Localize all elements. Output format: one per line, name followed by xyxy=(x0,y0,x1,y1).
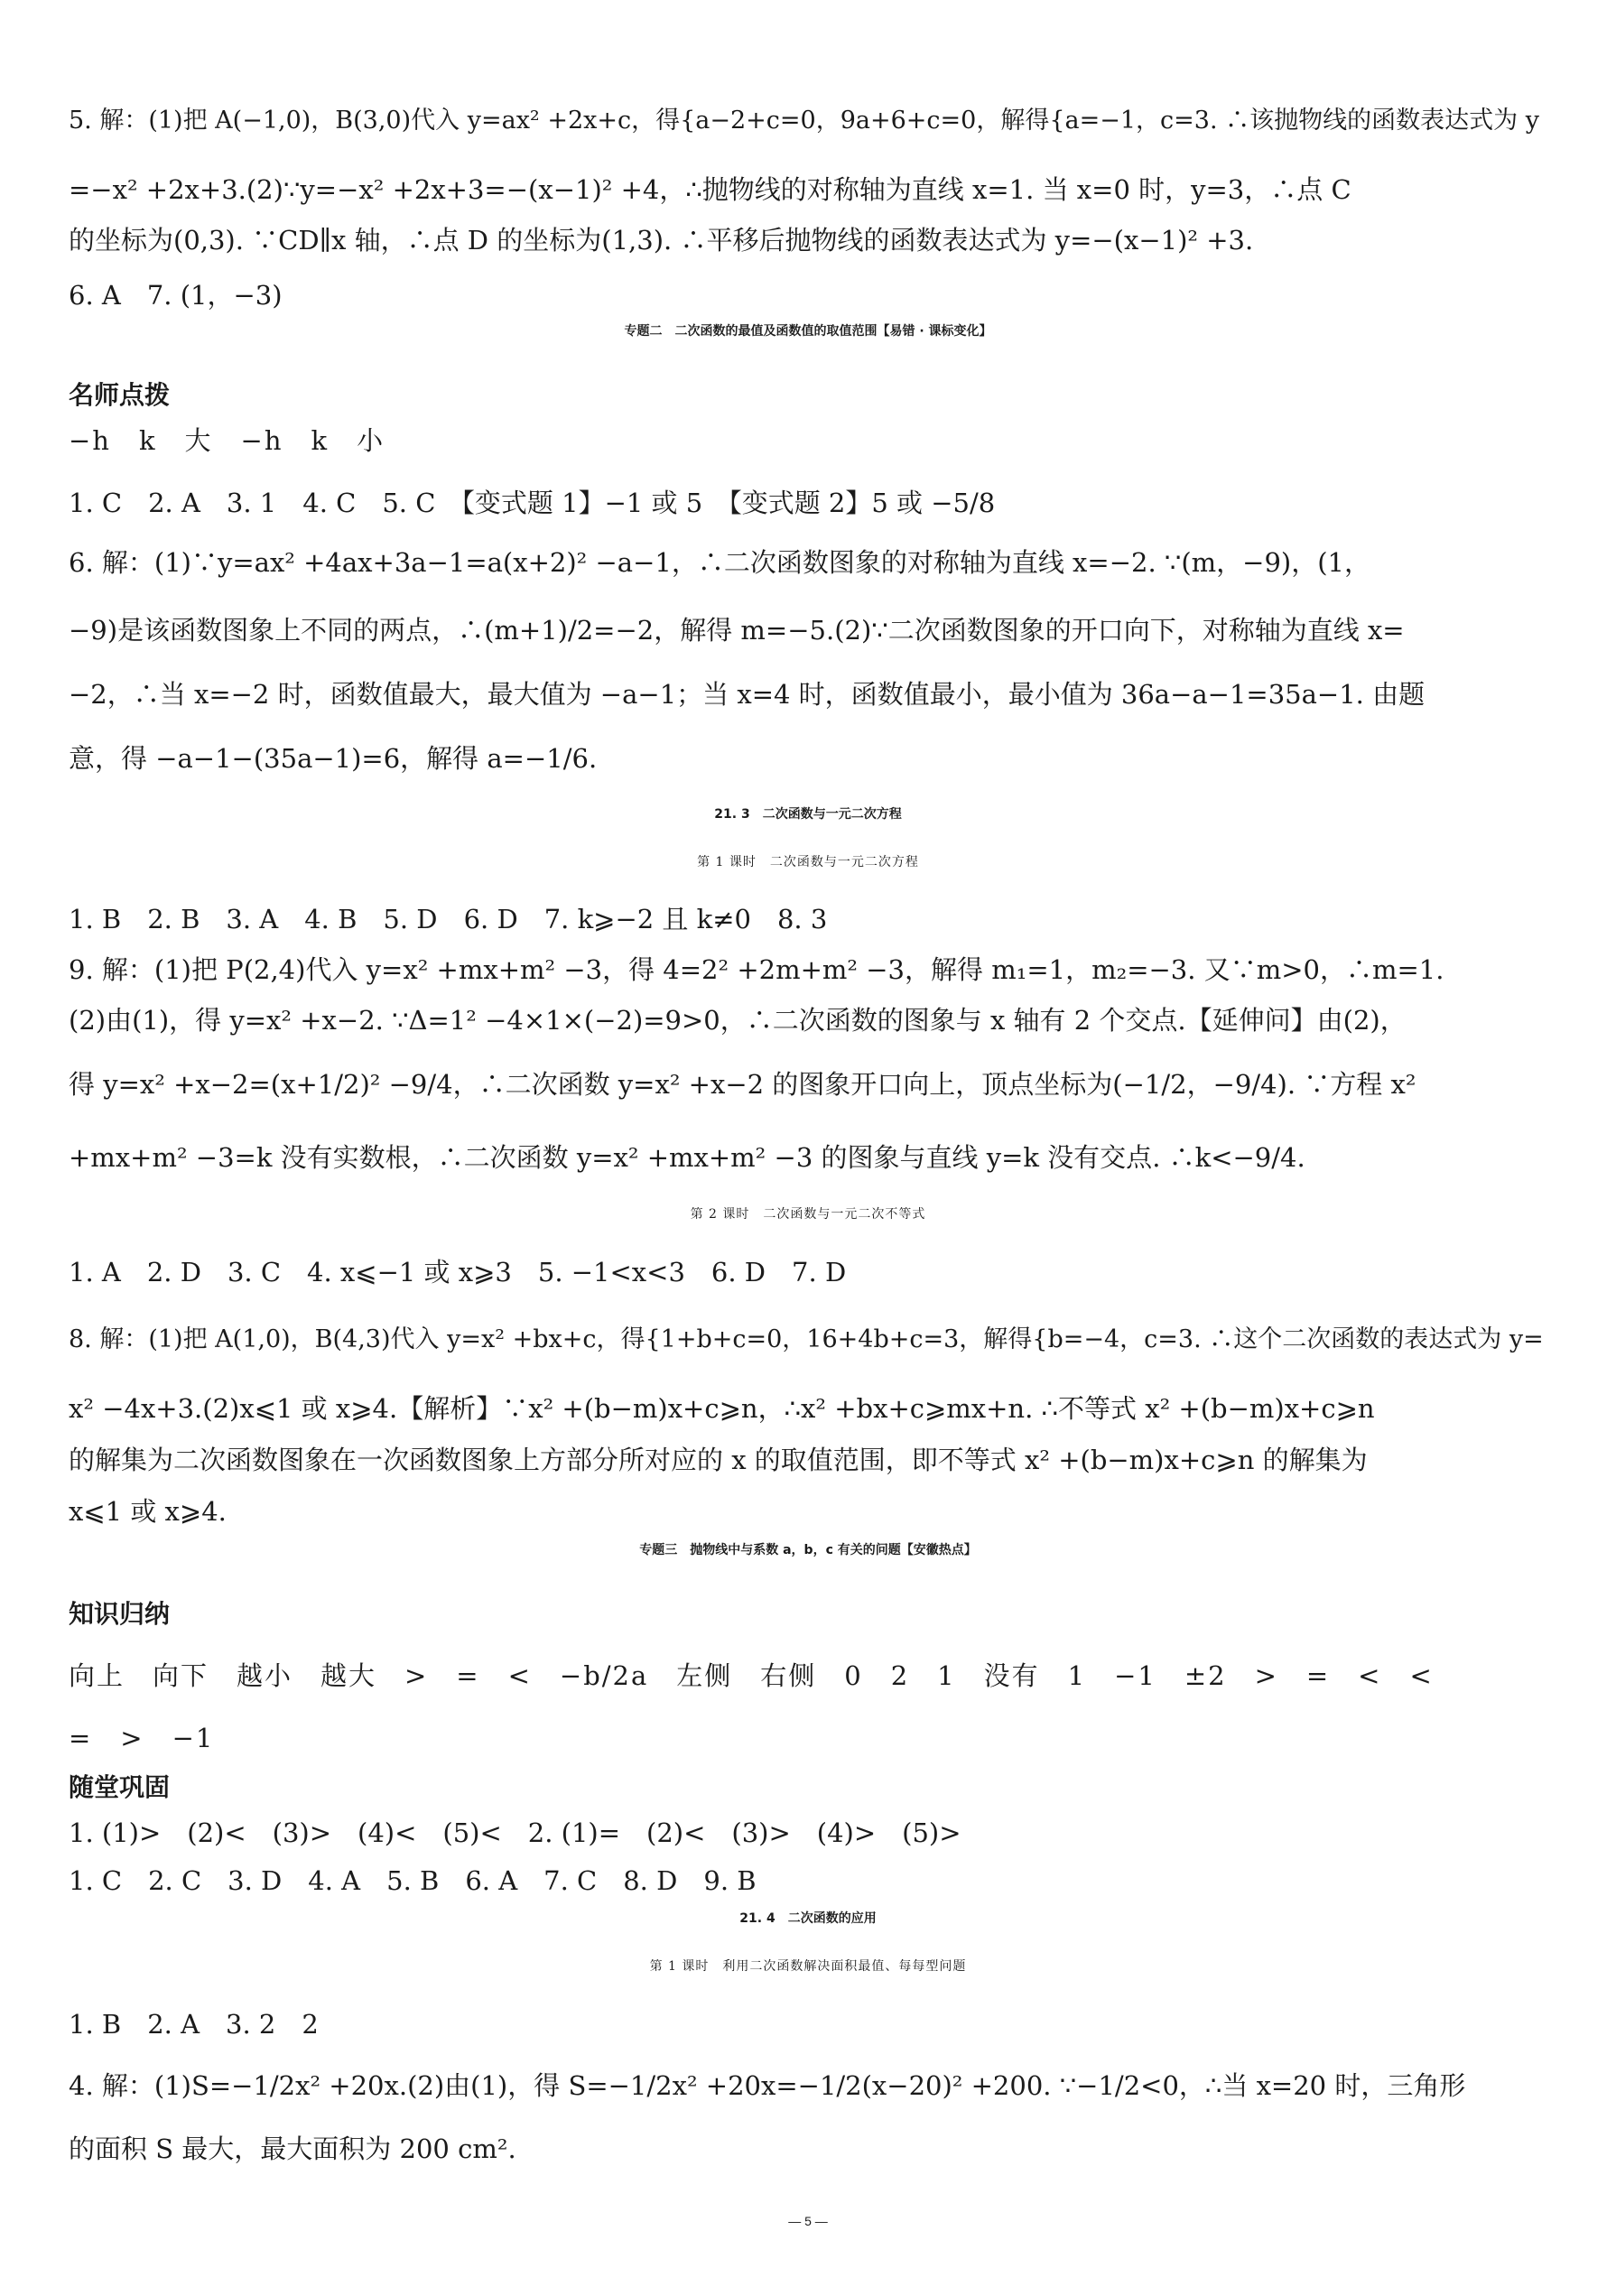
answer-line: −9)是该函数图象上不同的两点，∴(m+1)/2=−2，解得 m=−5.(2)∵二次函数图象的开口向下，对称轴为直线 x= xyxy=(69,615,1405,646)
page-number: — 5 — xyxy=(788,2214,828,2228)
answer-line: x² −4x+3.(2)x⩽1 或 x⩾4.【解析】∵x² +(b−m)x+c⩾n，∴x² +bx+c⩾mx+n. ∴不等式 x² +(b−m)x+c⩾n xyxy=(69,1393,1375,1424)
answer-line: 4. 解：(1)S=−1/2x² +20x.(2)由(1)，得 S=−1/2x² +20x=−1/2(x−20)² +200. ∵−1/2<0，∴当 x=20 时，三角形 xyxy=(69,2070,1466,2101)
answer-line: −2，∴当 x=−2 时，函数值最大，最大值为 −a−1；当 x=4 时，函数值最小，最小值为 36a−a−1=35a−1. 由题 xyxy=(69,679,1426,710)
answer-line: 6. 解：(1)∵y=ax² +4ax+3a−1=a(x+2)² −a−1，∴二次函数图象的对称轴为直线 x=−2. ∵(m，−9)，(1， xyxy=(69,547,1370,578)
answer-line: 得 y=x² +x−2=(x+1/2)² −9/4，∴二次函数 y=x² +x−2 的图象开口向上，顶点坐标为(−1/2，−9/4). ∵方程 x² xyxy=(69,1069,1416,1100)
answer-line: 的坐标为(0,3). ∵CD∥x 轴，∴点 D 的坐标为(1,3). ∴平移后抛物线的函数表达式为 y=−(x−1)² +3. xyxy=(69,225,1254,256)
answer-line: 8. 解：(1)把 A(1,0)，B(4,3)代入 y=x² +bx+c，得{1+b+c=0，16+4b+c=3，解得{b=−4，c=3. ∴这个二次函数的表达式为 y= xyxy=(69,1325,1544,1353)
subsection-label: 随堂巩固 xyxy=(69,1772,171,1802)
answer-line: 1. B 2. B 3. A 4. B 5. D 6. D 7. k⩾−2 且 k≠0 8. 3 xyxy=(69,904,828,934)
lesson-heading: 第 1 课时 二次函数与一元二次方程 xyxy=(697,855,919,869)
section-heading: 21. 4 二次函数的应用 xyxy=(739,1911,877,1926)
answer-line: 1. C 2. A 3. 1 4. C 5. C 【变式题 1】−1 或 5 【变式题 2】5 或 −5/8 xyxy=(69,488,996,518)
answer-line: 意，得 −a−1−(35a−1)=6，解得 a=−1/6. xyxy=(69,743,598,774)
answer-line: 的解集为二次函数图象在一次函数图象上方部分所对应的 x 的取值范围，即不等式 x² +(b−m)x+c⩾n 的解集为 xyxy=(69,1445,1368,1475)
answer-line: 1. (1)> (2)< (3)> (4)< (5)< 2. (1)= (2)< (3)> (4)> (5)> xyxy=(69,1817,961,1848)
answer-line: 1. C 2. C 3. D 4. A 5. B 6. A 7. C 8. D 9. B xyxy=(69,1865,757,1896)
subsection-label: 名师点拨 xyxy=(69,380,171,410)
answer-line: (2)由(1)，得 y=x² +x−2. ∵Δ=1² −4×1×(−2)=9>0，∴二次函数的图象与 x 轴有 2 个交点.【延伸问】由(2)， xyxy=(69,1005,1407,1036)
answer-line: =−x² +2x+3.(2)∵y=−x² +2x+3=−(x−1)² +4，∴抛物线的对称轴为直线 x=1. 当 x=0 时，y=3，∴点 C xyxy=(69,174,1351,205)
answer-line: 1. B 2. A 3. 2 2 xyxy=(69,2009,319,2040)
answer-line: 9. 解：(1)把 P(2,4)代入 y=x² +mx+m² −3，得 4=2² +2m+m² −3，解得 m₁=1，m₂=−3. 又∵m>0，∴m=1. xyxy=(69,954,1444,985)
lesson-heading: 第 1 课时 利用二次函数解决面积最值、每每型问题 xyxy=(649,1959,967,1974)
answer-line: 6. A 7. (1，−3) xyxy=(69,280,283,311)
section-heading: 专题三 抛物线中与系数 a，b，c 有关的问题【安徽热点】 xyxy=(639,1543,977,1557)
section-heading: 21. 3 二次函数与一元二次方程 xyxy=(714,807,902,822)
answer-line: x⩽1 或 x⩾4. xyxy=(69,1496,227,1527)
answer-line: = > −1 xyxy=(69,1723,215,1753)
section-heading: 专题二 二次函数的最值及函数值的取值范围【易错 · 课标变化】 xyxy=(624,324,992,339)
answer-line: −h k 大 −h k 小 xyxy=(69,425,385,456)
answer-line: 5. 解：(1)把 A(−1,0)，B(3,0)代入 y=ax² +2x+c，得{a−2+c=0，9a+6+c=0，解得{a=−1，c=3. ∴该抛物线的函数表达式为 y xyxy=(69,107,1539,135)
lesson-heading: 第 2 课时 二次函数与一元二次不等式 xyxy=(690,1207,926,1222)
subsection-label: 知识归纳 xyxy=(69,1599,171,1629)
answer-line: 向上 向下 越小 越大 > = < −b/2a 左侧 右侧 0 2 1 没有 1 −1 ±2 > = < < xyxy=(69,1660,1434,1691)
answer-line: +mx+m² −3=k 没有实数根，∴二次函数 y=x² +mx+m² −3 的图象与直线 y=k 没有交点. ∴k<−9/4. xyxy=(69,1142,1305,1173)
answer-line: 1. A 2. D 3. C 4. x⩽−1 或 x⩾3 5. −1<x<3 6. D 7. D xyxy=(69,1257,847,1287)
answer-line: 的面积 S 最大，最大面积为 200 cm². xyxy=(69,2133,516,2164)
